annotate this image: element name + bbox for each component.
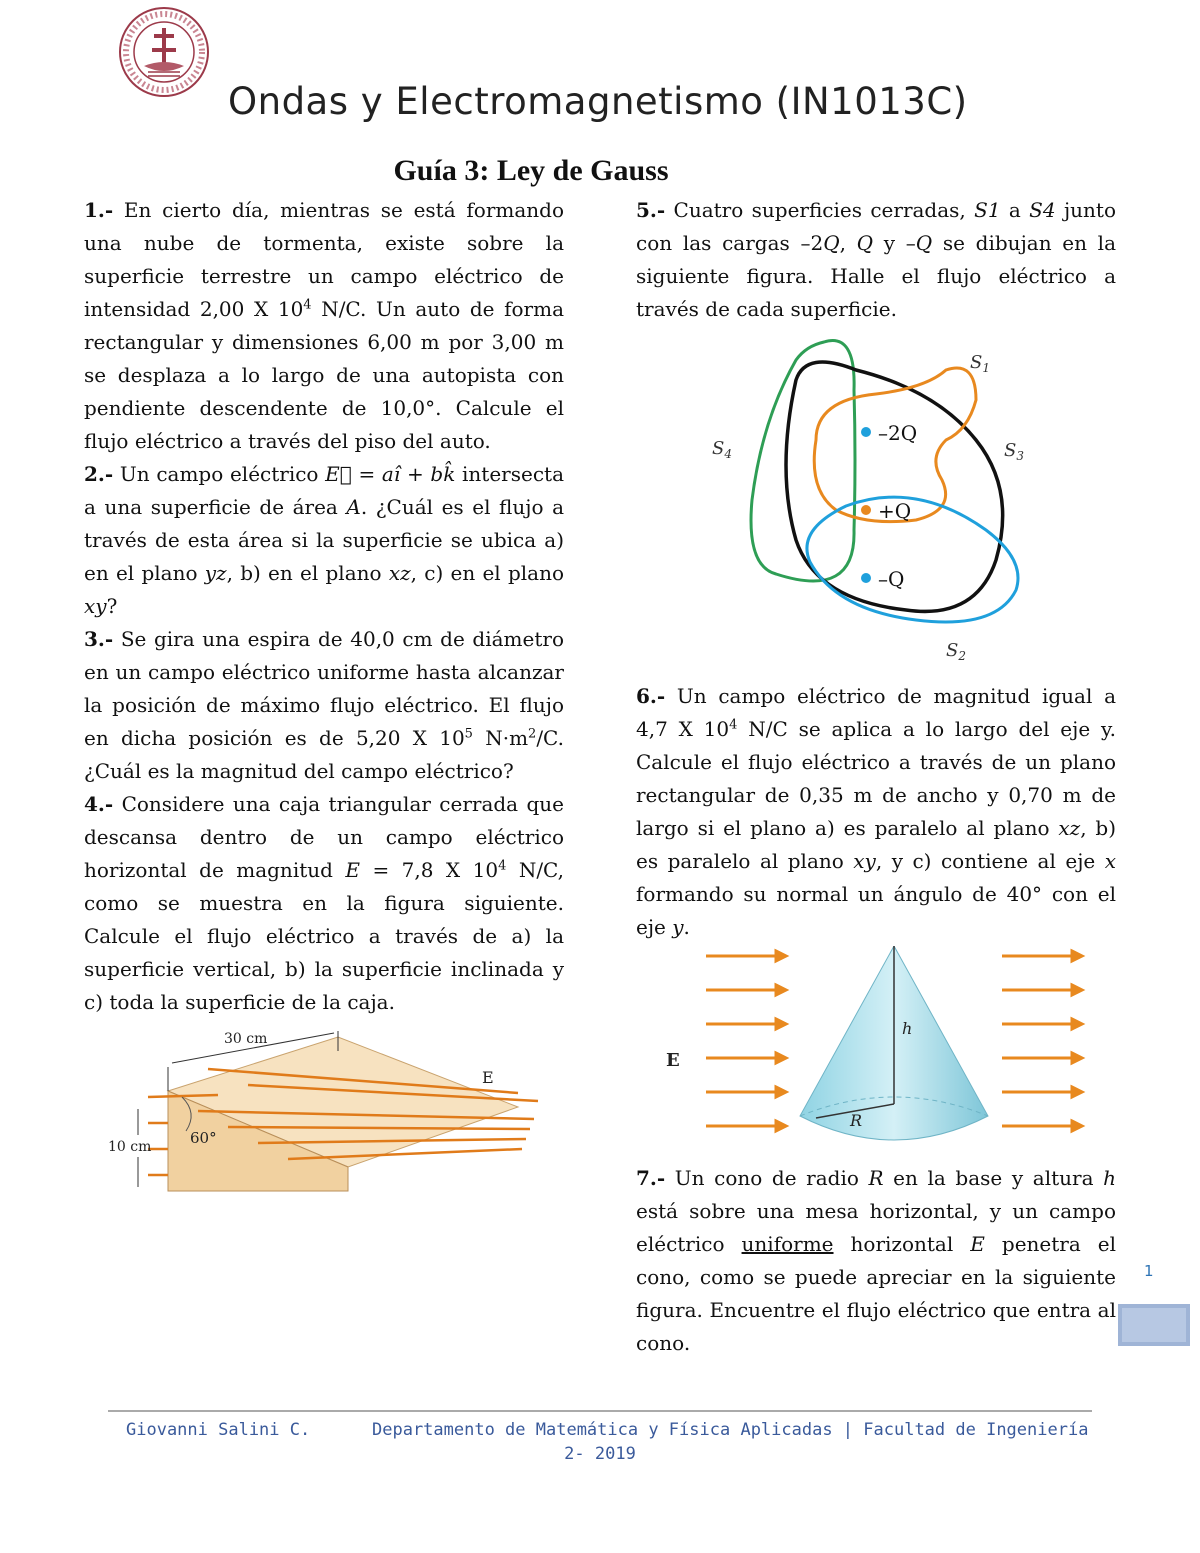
negative-charge-icon (861, 573, 871, 583)
charge-label: –Q (878, 567, 905, 591)
cone-height-label: h (902, 1019, 913, 1038)
problem-7 (636, 1162, 1116, 1360)
problem-text: Cuatro superficies cerradas, (673, 198, 966, 222)
problem-text: , c) en el plano (410, 561, 564, 585)
problem-number: 4.- (84, 792, 114, 816)
problem-text: N/C se aplica a lo largo del eje y. Calcule el flujo eléctrico a través de un plano rectangular de 0,35 m de ancho y 0,70 m de largo si el plano a) es paralelo al plano (636, 717, 1116, 840)
page-number: 1 (1144, 1262, 1154, 1280)
problem-text: horizontal (833, 1232, 954, 1256)
closed-surfaces-figure (706, 330, 1046, 670)
problem-number: 3.- (84, 627, 114, 651)
variable: E (345, 858, 360, 882)
problem-text: penetra el cono, como se puede apreciar en la siguiente figura. Encuentre el flujo eléctrico que entra al cono. (636, 1232, 1117, 1355)
problem-number: 1.- (84, 198, 114, 222)
exponent: 4 (498, 858, 507, 874)
problem-1 (84, 194, 564, 458)
negative-charge-icon (861, 427, 871, 437)
variable: Q (856, 231, 874, 255)
positive-charge-icon (861, 505, 871, 515)
problem-text: en la base y altura (883, 1166, 1094, 1190)
cone-field-label: E (666, 1050, 680, 1071)
problem-text: Un cono de radio (674, 1166, 859, 1190)
variable: xz (1058, 816, 1081, 840)
course-title: Ondas y Electromagnetismo (IN1013C) (228, 80, 968, 123)
exponent: 5 (464, 726, 473, 742)
variable: Q (823, 231, 840, 255)
problem-text: y – (873, 231, 916, 255)
page-corner-tab (1118, 1304, 1190, 1346)
variable: xy (853, 849, 876, 873)
variable: S1 (974, 198, 1001, 222)
problem-text: . (683, 915, 690, 939)
problem-text: N·m (472, 726, 529, 750)
problem-text: junto con las cargas –2 (636, 198, 1116, 255)
problem-text: N/C, como se muestra en la figura siguiente. Calcule el flujo eléctrico a través de a) la superficie vertical, b) la superficie inclinada y c) toda la superficie de la caja. (84, 858, 564, 1014)
surface-label-s1: $S_1$ (970, 352, 990, 375)
cone-radius-label: R (850, 1111, 863, 1130)
left-column (84, 194, 564, 1207)
box-width-label: 30 cm (224, 1031, 268, 1047)
problem-text: Considere una caja triangular cerrada que descansa dentro de un campo eléctrico horizontal de magnitud (84, 792, 565, 882)
charge-label: –2Q (878, 421, 918, 445)
field-formula: E⃗ = aî + bk̂ (325, 462, 456, 486)
surface-label-s2: $S_2$ (946, 640, 966, 663)
problem-text: Un campo eléctrico de magnitud igual a 4,7 X 10 (636, 684, 1116, 741)
variable: R (868, 1166, 884, 1190)
problem-text: se dibujan en la siguiente figura. Halle el flujo eléctrico a través de cada superficie. (636, 231, 1116, 321)
exponent: 2 (528, 726, 537, 742)
variable: h (1103, 1166, 1116, 1190)
problem-text: formando su normal un ángulo de 40° con el eje (636, 882, 1116, 939)
problem-text: N/C. Un auto de forma rectangular y dimensiones 6,00 m por 3,00 m se desplaza a lo largo de una autopista con pendiente descendente de 10,0°. Calcule el flujo eléctrico a través del piso del auto. (84, 297, 564, 453)
variable: Q (915, 231, 933, 255)
problem-text: , b) en el plano (226, 561, 382, 585)
emphasis-uniforme: uniforme (741, 1232, 834, 1256)
problem-number: 7.- (636, 1166, 666, 1190)
cone-figure (666, 946, 1086, 1156)
problem-3 (84, 623, 564, 788)
surface-label-s3: $S_3$ (1004, 440, 1024, 463)
problem-2 (84, 458, 564, 623)
university-logo (108, 6, 224, 98)
problem-text: , b) es paralelo al plano (636, 816, 1117, 873)
problem-text: = 7,8 X 10 (360, 858, 499, 882)
footer-term: 2- 2019 (564, 1444, 636, 1464)
problem-text: está sobre una mesa horizontal, y un campo eléctrico (636, 1199, 1116, 1256)
problem-text: . ¿Cuál es el flujo a través de esta área si la superficie se ubica a) en el plano (84, 495, 564, 585)
problem-text: a (1000, 198, 1030, 222)
problem-text: , y c) contiene al eje (875, 849, 1096, 873)
problem-text: Un campo eléctrico (119, 462, 319, 486)
problem-number: 5.- (636, 198, 666, 222)
exponent: 4 (729, 717, 738, 733)
problem-number: 6.- (636, 684, 666, 708)
problem-number: 2.- (84, 462, 114, 486)
box-height-label: 10 cm (108, 1139, 152, 1155)
surface-label-s4: $S_4$ (712, 438, 732, 461)
problem-text: , (839, 231, 857, 255)
variable: y (672, 915, 684, 939)
footer-department: Departamento de Matemática y Física Aplicadas | Facultad de Ingeniería (372, 1420, 1089, 1440)
right-column (636, 194, 1116, 1360)
problem-text: intersecta a una superficie de área (84, 462, 565, 519)
variable: x (1104, 849, 1116, 873)
variable: xy (84, 594, 107, 618)
problem-text: En cierto día, mientras se está formando una nube de tormenta, existe sobre la superficie terrestre un campo eléctrico de intensidad 2,00 X 10 (84, 198, 564, 321)
charge-label: +Q (878, 499, 912, 523)
guide-title: Guía 3: Ley de Gauss (393, 154, 669, 187)
triangular-box-figure (98, 1027, 558, 1207)
variable: A (346, 495, 361, 519)
problem-6 (636, 680, 1116, 944)
problem-5 (636, 194, 1116, 326)
problem-text: ? (106, 594, 118, 618)
box-field-label: E (482, 1068, 494, 1087)
footer-divider (108, 1410, 1092, 1412)
box-angle-label: 60° (190, 1129, 217, 1147)
footer-author: Giovanni Salini C. (126, 1420, 311, 1440)
variable: E (970, 1232, 985, 1256)
variable: S4 (1029, 198, 1056, 222)
variable: xz (388, 561, 411, 585)
problem-text: /C. ¿Cuál es la magnitud del campo eléctrico? (84, 726, 564, 783)
variable: yz (204, 561, 227, 585)
problem-text: Se gira una espira de 40,0 cm de diámetro en un campo eléctrico uniforme hasta alcanzar la posición de máximo flujo eléctrico. El flujo en dicha posición es de 5,20 X 10 (84, 627, 564, 750)
problem-4 (84, 788, 564, 1019)
exponent: 4 (303, 297, 312, 313)
